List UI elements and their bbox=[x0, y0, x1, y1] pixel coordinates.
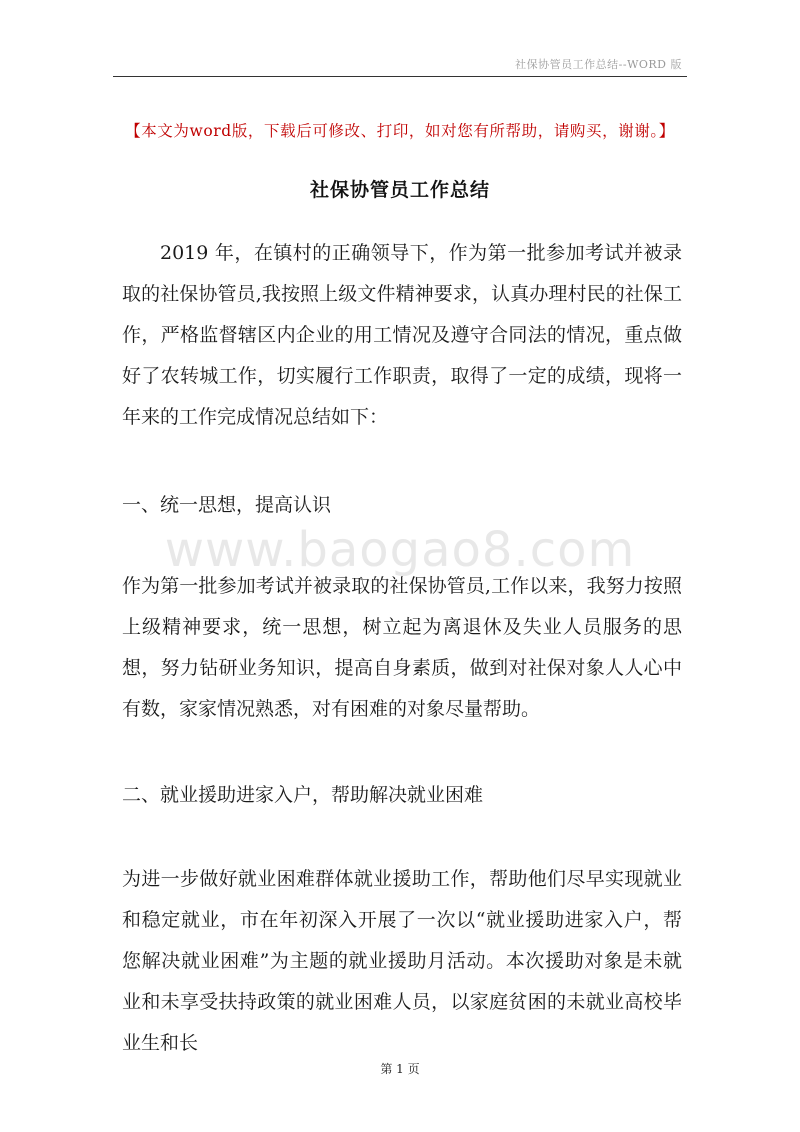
download-notice: 【本文为word版，下载后可修改、打印，如对您有所帮助，请购买，谢谢。】 bbox=[125, 122, 675, 140]
page-number: 第 1 页 bbox=[380, 1062, 420, 1076]
section-1-paragraph: 作为第一批参加考试并被录取的社保协管员,工作以来，我努力按照上级精神要求，统一思想，树立起为离退休及失业人员服务的思想，努力钻研业务知识，提高自身素质，做到对社保对象人人心中有数，家家情况熟悉，对有困难的对象尽量帮助。 bbox=[122, 575, 682, 720]
section-heading-1: 一、统一思想，提高认识 bbox=[122, 494, 332, 516]
intro-paragraph: 2019 年，在镇村的正确领导下，作为第一批参加考试并被录取的社保协管员,我按照上级文件精神要求，认真办理村民的社保工作，严格监督辖区内企业的用工情况及遵守合同法的情况，重点做好了农转城工作，切实履行工作职责，取得了一定的成绩，现将一年来的工作完成情况总结如下： bbox=[122, 242, 682, 428]
page-header-text: 社保协管员工作总结--WORD 版 bbox=[515, 58, 682, 71]
section-2-paragraph: 为进一步做好就业困难群体就业援助工作，帮助他们尽早实现就业和稳定就业，市在年初深入开展了一次以“就业援助进家入户，帮您解决就业困难”为主题的就业援助月活动。本次援助对象是未就业和未享受扶持政策的就业困难人员，以家庭贫困的未就业高校毕业生和长 bbox=[122, 868, 682, 1054]
header-divider bbox=[113, 76, 687, 77]
section-heading-2: 二、就业援助进家入户，帮助解决就业困难 bbox=[122, 784, 484, 806]
document-title: 社保协管员工作总结 bbox=[309, 179, 490, 201]
watermark: www.baogao8.com bbox=[164, 522, 636, 578]
